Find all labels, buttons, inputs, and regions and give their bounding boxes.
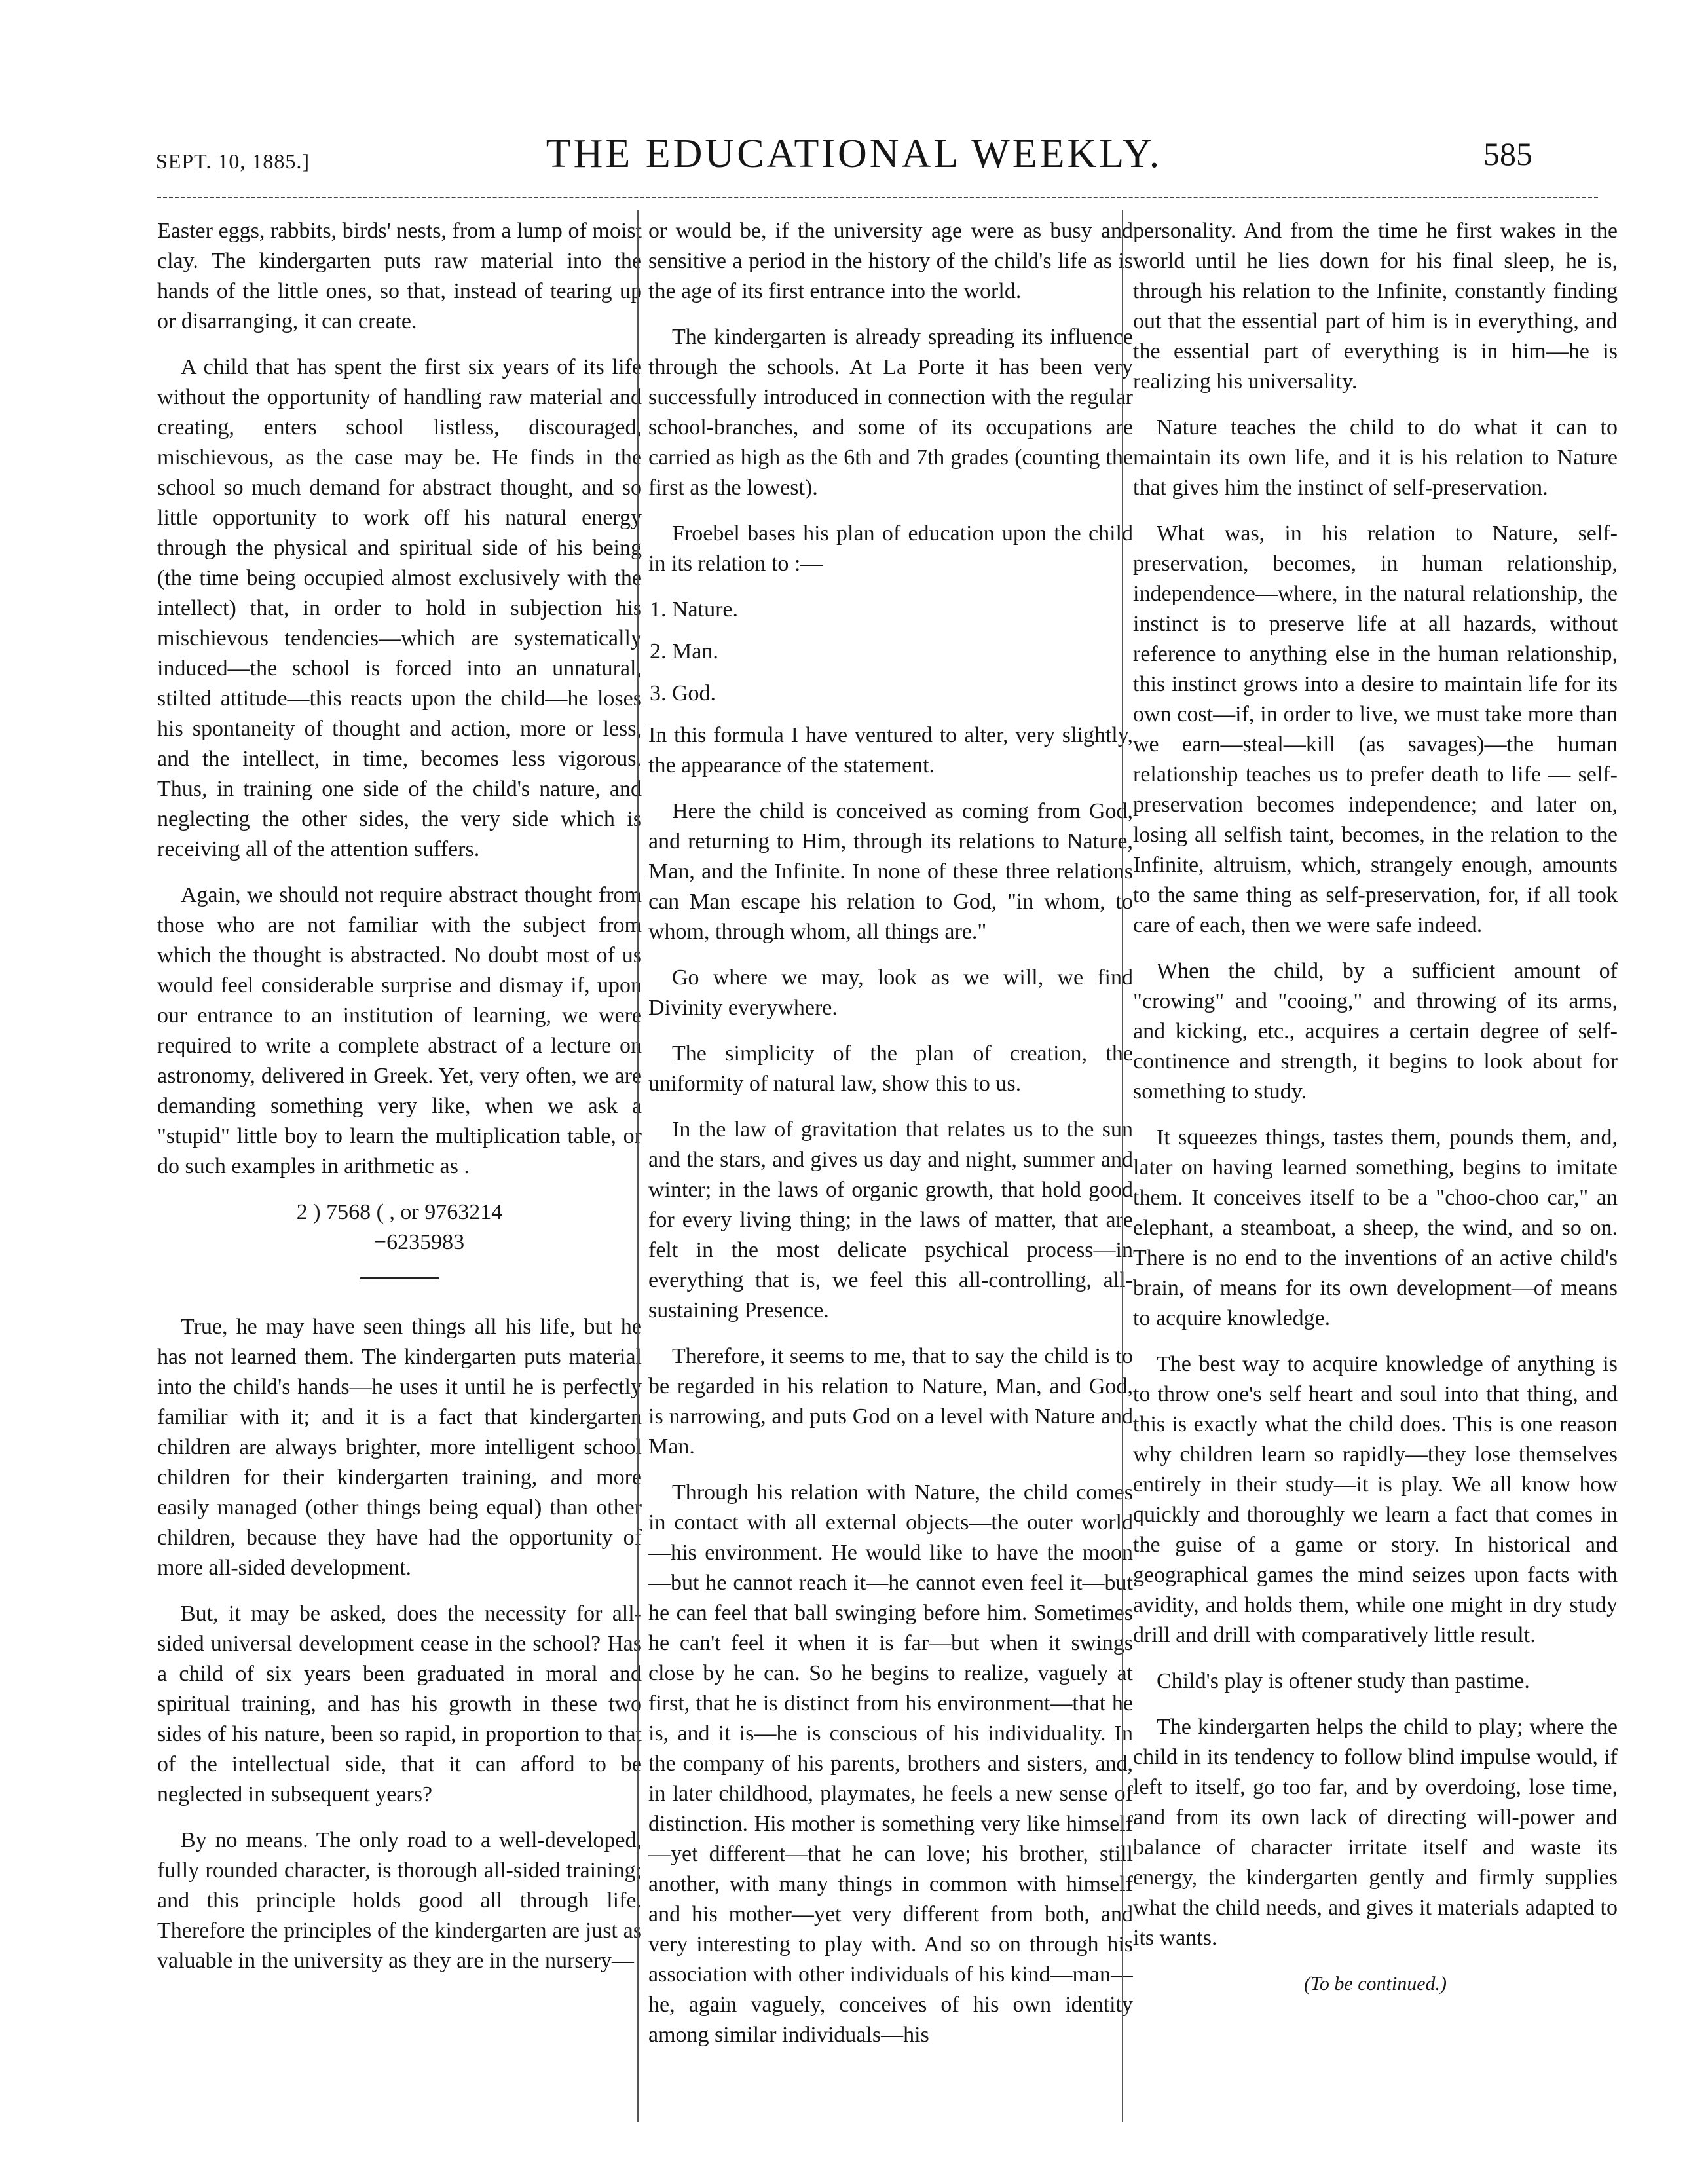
issue-date: SEPT. 10, 1885.] xyxy=(156,149,310,173)
paragraph: Here the child is conceived as coming from God, and returning to Him, through its relations to Nature, Man, and the Infinite. In none of these three relations can Man escape his relation to God, "in whom, to whom, through whom, all things are." xyxy=(648,799,1133,944)
paragraph: Again, we should not require abstract thought from those who are not familiar with the subject from which the thought is abstracted. No doubt most of us would feel considerable surprise and dismay if, upon our entrance to an institution of learning, we were required to write a complete abstract of a lecture on astronomy, delivered in Greek. Yet, very often, we are demanding something very like, when we ask a "stupid" little boy to learn the multiplication table, or do such examples in arithmetic as . xyxy=(157,883,642,1178)
list-item: 1. Nature. xyxy=(650,597,739,622)
arithmetic-example: 2 ) 7568 ( , or 9763214 xyxy=(296,1200,503,1224)
header-rule xyxy=(157,197,1598,198)
paragraph: In the law of gravitation that relates us to the sun and the stars, and gives us day and night, summer and winter; in the laws of organic growth, that hold good for every living thing; in the laws of matter, that are felt in the most delicate psychical process—in everything that is, we feel this all-controlling, all-sustaining Presence. xyxy=(648,1117,1133,1322)
paragraph: What was, in his relation to Nature, self-preservation, becomes, in human relationship, independence—where, in the natural relationship, the instinct is to preserve life at all hazards, without reference to anything else in the human relationship, this instinct grows into a desire to maintain life for its own cost—if, in order to live, we must take more than we earn—steal—kill (as savages)—the human relationship teaches us to prefer death to life — self-preservation becomes independence; and later on, losing all selfish taint, becomes, in the relation to the Infinite, altruism, which, strangely enough, amounts to the same thing as self-preservation, for, if all took care of each, then we were safe indeed. xyxy=(1133,521,1618,937)
masthead-title: THE EDUCATIONAL WEEKLY. xyxy=(546,132,1162,176)
paragraph: The kindergarten helps the child to play; where the child in its tendency to follow blind impulse would, if left to itself, go too far, and by overdoing, lose time, and from its own lack of directing will-power and balance of character irritate itself and waste its energy, the kindergarten gently and firmly supplies what the child needs, and gives it materials adapted to its wants. xyxy=(1133,1715,1618,1950)
text-column-3 xyxy=(1133,216,1618,2148)
arithmetic-example: −6235983 xyxy=(373,1230,465,1254)
paragraph: Child's play is oftener study than pastime. xyxy=(1157,1669,1530,1693)
paragraph: The simplicity of the plan of creation, the uniformity of natural law, show this to us. xyxy=(648,1041,1133,1096)
text-column-2 xyxy=(648,216,1133,2148)
list-item: 3. God. xyxy=(650,681,716,705)
paragraph: personality. And from the time he first wakes in the world until he lies down for his final sleep, he is, through his relation to the Infinite, constantly finding out that the essential part of him is in everything, and the essential part of everything is in him—he is realizing his universality. xyxy=(1133,219,1618,394)
paragraph: Nature teaches the child to do what it can to maintain its own life, and it is his relation to Nature that gives him the instinct of self-preservation. xyxy=(1133,415,1618,500)
text-column-1 xyxy=(157,216,642,2148)
paragraph: Froebel bases his plan of education upon the child in its relation to :— xyxy=(648,521,1133,576)
paragraph: When the child, by a sufficient amount of "crowing" and "cooing," and throwing of its arms, and kicking, etc., acquires a certain degree of self-continence and strength, it begins to look about for something to study. xyxy=(1133,959,1618,1104)
section-rule xyxy=(360,1277,439,1279)
paragraph: The best way to acquire knowledge of anything is to throw one's self heart and soul into that thing, and this is exactly what the child does. This is one reason why children learn so rapidly—they lose themselves entirely in their study—it is play. We all know how quickly and thoroughly we learn a fact that comes in the guise of a game or story. In historical and geographical games the mind seizes upon facts with avidity, and holds them, while one might in dry study drill and drill with comparatively little result. xyxy=(1133,1352,1618,1647)
list-item: 2. Man. xyxy=(650,639,718,664)
page-header xyxy=(0,131,1708,183)
paragraph: The kindergarten is already spreading its influence through the schools. At La Porte it has been very successfully introduced in connection with the regular school-branches, and some of its occupations are carried as high as the 6th and 7th grades (counting the first as the lowest). xyxy=(648,325,1133,500)
paragraph: Easter eggs, rabbits, birds' nests, from a lump of moist clay. The kindergarten puts raw material into the hands of the little ones, so that, instead of tearing up or disarranging, it can create. xyxy=(157,219,642,333)
paragraph: But, it may be asked, does the necessity for all-sided universal development cease in the school? Has a child of six years been graduated in moral and spiritual training, and has his growth in these two sides of his nature, been so rapid, in proportion to that of the intellectual side, that it can afford to be neglected in subsequent years? xyxy=(157,1602,642,1807)
paragraph: In this formula I have ventured to alter, very slightly, the appearance of the statement. xyxy=(648,723,1133,778)
paragraph: or would be, if the university age were as busy and sensitive a period in the history of the child's life as is the age of its first entrance into the world. xyxy=(648,219,1133,303)
paragraph: It squeezes things, tastes them, pounds them, and, later on having learned something, begins to imitate them. It conceives itself to be a "choo-choo car," an elephant, a steamboat, a sheep, the wind, and so on. There is no end to the inventions of an active child's brain, of means for its own development—of means to acquire knowledge. xyxy=(1133,1125,1618,1330)
paragraph: By no means. The only road to a well-developed, fully rounded character, is thorough all-sided training; and this principle holds good all through life. Therefore the principles of the kindergarten are just as valuable in the university as they are in the nursery— xyxy=(157,1828,642,1973)
column-divider xyxy=(637,210,639,2122)
paragraph: True, he may have seen things all his life, but he has not learned them. The kindergarten puts material into the child's hands—he uses it until he is perfectly familiar with it; and it is a fact that kindergarten children are always brighter, more intelligent school children for their kindergarten training, and more easily managed (other things being equal) than other children, because they have had the opportunity of more all-sided development. xyxy=(157,1315,642,1580)
paragraph: Go where we may, look as we will, we find Divinity everywhere. xyxy=(648,965,1133,1020)
paragraph: A child that has spent the first six years of its life without the opportunity of handling raw material and creating, enters school listless, discouraged, mischievous, as the case may be. He finds in the school so much demand for abstract thought, and so little opportunity to work off his natural energy through the physical and spiritual side of his being (the time being occupied almost exclusively with the intellect) that, in order to hold in subjection his mischievous tendencies—which are systematically induced—the school is forced into an unnatural, stilted attitude—this reacts upon the child—he loses his spontaneity of thought and action, more or less, and the intellect, in time, becomes less vigorous. Thus, in training one side of the child's nature, and neglecting the other sides, the very side which is receiving all of the attention suffers. xyxy=(157,355,642,861)
page-number: 585 xyxy=(1483,136,1532,172)
column-divider xyxy=(1122,210,1123,2122)
continued-note: (To be continued.) xyxy=(1303,1973,1447,1995)
paragraph: Through his relation with Nature, the child comes in contact with all external objects—the outer world—his environment. He would like to have the moon—but he cannot reach it—he cannot even feel it—but he can feel that ball swinging before him. Sometimes he can't feel it when it is far—but when it swings close by he can. So he begins to realize, vaguely at first, that he is distinct from his environment—that he is, and it is—he is conscious of his individuality. In the company of his parents, brothers and sisters, and, in later childhood, playmates, he feels a new sense of distinction. His mother is something very like himself—yet different—that he can love; his brother, still another, with many things in common with himself and his mother—yet very different from both, and very interesting to play with. And so on through his association with other individuals of his kind—man—he, again vaguely, conceives of his own identity among similar individuals—his xyxy=(648,1480,1133,2047)
paragraph: Therefore, it seems to me, that to say the child is to be regarded in his relation to Nature, Man, and God, is narrowing, and puts God on a level with Nature and Man. xyxy=(648,1344,1133,1459)
